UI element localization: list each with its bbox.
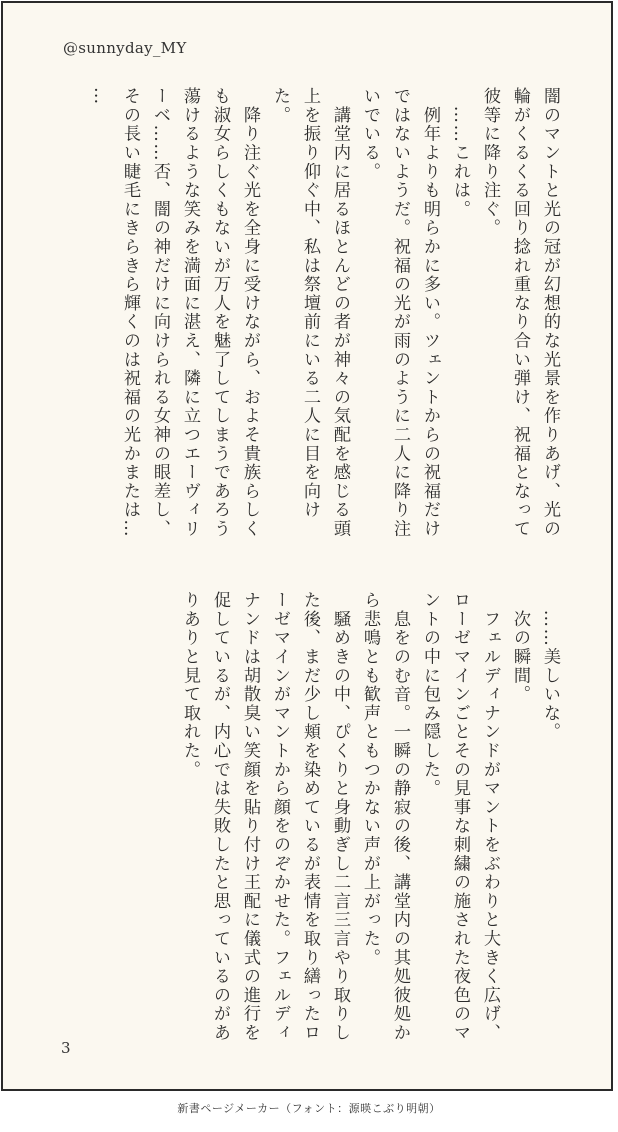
paragraph: ……これは。 <box>450 87 470 219</box>
paragraph: 騒めきの中、ぴくりと身動ぎし二言三言やり取りした後、まだ少し頬を染めているが表情を取り繕ったローゼマインがマントから顔をのぞかせた。フェルディナンドは胡散臭い笑顔を貼り付け王配に儀式の進行を促しているが、内心では失敗したと思っているのがありありと見て取れた。 <box>180 591 350 1043</box>
paragraph: フェルディナンドがマントをぶわりと大きく広げ、ローゼマインごとその見事な刺繍の施された夜色のマントの中に包み隠した。 <box>420 591 500 1043</box>
paragraph: 例年よりも明らかに多い。ツェントからの祝福だけではないようだ。祝福の光が雨のように二人に降り注いでいる。 <box>360 87 440 539</box>
paragraph: ……美しいな。 <box>540 591 560 742</box>
page-number: 3 <box>61 1039 71 1057</box>
author-handle: @sunnyday_MY <box>63 39 187 57</box>
generator-credit: 新書ページメーカー（フォント：源暎こぶり明朝） <box>177 1102 441 1115</box>
paragraph: 闇のマントと光の冠が幻想的な光景を作りあげ、光の輪がくるくる回り捻れ重なり合い弾け、祝福となって彼等に降り注ぐ。 <box>480 87 560 539</box>
paragraph: 降り注ぐ光を全身に受けながら、およそ貴族らしくも淑女らしくもないが万人を魅了してしまうであろう蕩けるような笑みを満面に湛え、隣に立つエーヴィリーベ……否、闇の神だけに向けられる女神の眼差し、その長い睫毛にきらきら輝くのは祝福の光かまたは… <box>120 87 260 539</box>
paragraph: 息をのむ音。一瞬の静寂の後、講堂内の其処彼処から悲鳴とも歓声ともつかない声が上がった。 <box>360 591 410 1043</box>
paragraph: … <box>90 87 110 106</box>
paragraph: 次の瞬間。 <box>510 591 530 704</box>
paragraph: 講堂内に居るほとんどの者が神々の気配を感じる頭上を振り仰ぐ中、私は祭壇前にいる二人に目を向けた。 <box>270 87 350 539</box>
lower-text-block <box>61 591 565 1051</box>
upper-text-block <box>61 87 565 547</box>
manuscript-page <box>1 1 613 1091</box>
